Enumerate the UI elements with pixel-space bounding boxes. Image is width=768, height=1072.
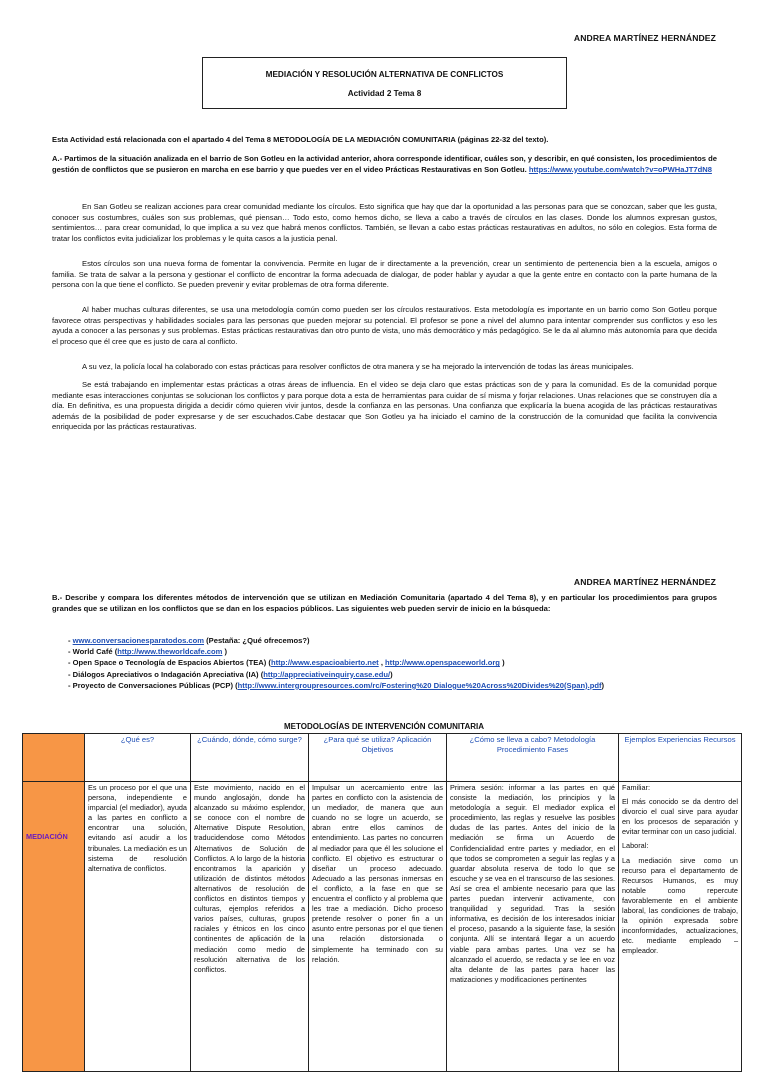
table-header: Ejemplos Experiencias Recursos <box>619 734 742 782</box>
table-header-row <box>23 734 742 782</box>
resource-link[interactable]: http://www.theworldcafe.com <box>117 647 223 657</box>
activity-intro: Esta Actividad está relacionada con el apartado 4 del Tema 8 METODOLOGÍA DE LA MEDIACIÓN COMUNITARIA (páginas 22-32 del texto). <box>52 135 549 144</box>
document-subtitle: Actividad 2 Tema 8 <box>347 89 422 98</box>
table-cell <box>619 782 742 1072</box>
table-cell: Impulsar un acercamiento entre las partes en conflicto con la asistencia de un mediador, de manera que aun cuando no se logre un acuerdo, se abran entre ellos caminos de entendimiento. Las partes no concurren al mediador para que él les solucione el conflicto. El objetivo es estructurar o diseñar un proceso adecuado. Adecuado a las personas inmersas en el conflicto, a la fase en que se encuentra el conflicto y al problema que les trae a mediación. Dicho proceso pretende resolver o poner fin a un asunto entre personas por el que tienen una relación distorsionada o simplemente ha terminado con su relación. <box>309 782 447 1072</box>
table-cell: Primera sesión: informar a las partes en qué consiste la mediación, los principios y la metodología a seguir. El mediador explica el procedimiento, las reglas y resuelve las posibles dudas de las partes. Antes del inicio de la mediación se firma un Acuerdo de Confidencialidad entre partes y mediador, en el que todos se comprometen a seguir las reglas y a guardar absoluta reserva de todo lo que se escuche y se vea en el transcurso de las sesiones. Así se crea el ambiente necesario para que las partes puedan intervenir activamente, con tranquilidad y seguridad. Tras la sesión informativa, es decisión de los interesados iniciar el proceso, pasando a la siguiente fase, la sesión conjunta. Allí se intentará llegar a un acuerdo viable para ambas partes. Una vez se ha alcanzado el acuerdo, se redacta y se lee en voz alta delante de las partes para hacer las matizaciones y modificaciones pertinentes <box>447 782 619 1072</box>
resource-item: - Proyecto de Conversaciones Públicas (PCP) (http://www.intergroupresources.com/rc/Fostering%20 Dialogue%20Across%20Divides%20(Span).pdf) <box>68 680 605 690</box>
author-name: ANDREA MARTÍNEZ HERNÁNDEZ <box>573 33 716 43</box>
question-b: B.- Describe y compara los diferentes métodos de intervención que se utilizan en Mediación Comunitaria (apartado 4 del Tema 8), y en particular los procedimientos para grupos grandes que se utilizan en los conflictos que se dan en los espacios públicos. Las siguientes web pueden servir de inicio en la búsqueda: <box>52 593 717 613</box>
video-link[interactable]: https://www.youtube.com/watch?v=oPWHaJT7dN8 <box>528 164 712 174</box>
methodologies-table <box>22 733 742 1072</box>
author-name: ANDREA MARTÍNEZ HERNÁNDEZ <box>573 577 716 587</box>
table-header: ¿Cómo se lleva a cabo? Metodología Procedimiento Fases <box>447 734 619 782</box>
example-text: El más conocido se da dentro del divorcio el cual sirve para ayudar en los procesos de separación y evitar terminar con un caso judicial. <box>622 797 738 837</box>
table-header: ¿Para qué se utiliza? Aplicación Objetivos <box>309 734 447 782</box>
question-a-text: A.- Partimos de la situación analizada en el barrio de Son Gotleu en la actividad anterior, ahora corresponde identificar, cuáles son, y describir, en qué consisten, los procedimientos de gestión de conflictos que se pusieron en marcha en ese barrio y que puedes ver en el video Prácticas Restaurativas en Son Gotleu. <box>52 154 717 174</box>
resource-link[interactable]: www.conversacionesparatodos.com <box>72 636 205 645</box>
table-header-corner <box>23 734 85 782</box>
document-title: MEDIACIÓN Y RESOLUCIÓN ALTERNATIVA DE CONFLICTOS <box>265 70 504 79</box>
row-label: MEDIACIÓN <box>23 782 85 1072</box>
example-text: La mediación sirve como un recurso para el departamento de Recursos Humanos, es muy notable como repercute favorablemente en el ambiente laboral, las condiciones de trabajo, la opinión expresada sobre inconformidades, actualizaciones, etc. mediante empleado – empleador. <box>622 855 738 956</box>
example-heading: Familiar: <box>622 783 650 792</box>
resource-item: - www.conversacionesparatodos.com (Pestaña: ¿Qué ofrecemos?) <box>68 636 310 645</box>
example-heading: Laboral: <box>622 841 649 851</box>
question-a <box>52 154 717 175</box>
answer-paragraph: Estos círculos son una nueva forma de fomentar la convivencia. Permite en lugar de ir directamente a la prevención, crear un sentimiento de pertenencia bien a la escuela, amigos o familia. Se trata de salvar a la persona y gestionar el conflicto de encontrar la forma adecuada de dialogar, de poder hablar y ayudar a que la gente entre en contacto con la parte humana de la persona con la que tiene el conflicto. Se pueden prevenir y evitar problemas de otra forma diferente. <box>52 259 717 290</box>
table-header: ¿Cuándo, dónde, cómo surge? <box>191 734 309 782</box>
table-cell: Este movimiento, nacido en el mundo anglosajón, donde ha alcanzado su máximo esplendor, se conoce con el nombre de Alternative Dispute Resolution, traducidendose como Métodos Alternativos de Solución de Conflictos. A lo largo de la historia encontramos la aparición y utilización de distintos métodos alternativos de resolución de conflictos en distintos tiempos y culturas, ejemplos referidos a varios países, culturas, grupos raciales y étnicos en los cinco continentes de aplicación de la mediación como medio de resolución alternativa de los conflictos. <box>191 782 309 1072</box>
resource-link[interactable]: http://www.espacioabierto.net <box>270 658 379 668</box>
resource-item: - Diálogos Apreciativos o Indagación Apreciativa (IA) (http://appreciativeinquiry.case.edu/) <box>68 669 393 679</box>
title-box <box>202 57 567 109</box>
table-title: METODOLOGÍAS DE INTERVENCIÓN COMUNITARIA <box>283 722 484 731</box>
answer-paragraph: Se está trabajando en implementar estas prácticas a otras áreas de influencia. En el video se deja claro que estas prácticas son de y para la comunidad. Es de la comunidad porque mediante esas interacciones conjuntas se solucionan los conflictos y para porque dota a esta de herramientas para cuidar de sí misma y forjar relaciones. Unas relaciones que se construyen día a día. En definitiva, es una propuesta dirigida a decidir cómo quieren vivir juntos, desde la confianza en las personas. Una confianza que explicaría la buena acogida de las prácticas restaurativas además de la posibilidad de poder expresarse y de ser escuchados.Cabe destacar que Son Gotleu ya ha iniciado el camino de la construcción de la comunidad que facilita la convivencia enriquecida por las prácticas restaurativas. <box>52 380 717 432</box>
table-header: ¿Qué es? <box>85 734 191 782</box>
resource-link[interactable]: http://appreciativeinquiry.case.edu/ <box>263 669 391 679</box>
table-row <box>23 782 742 1072</box>
answer-paragraph: A su vez, la policía local ha colaborado con estas prácticas para resolver conflictos de otra manera y se ha mejorado la intervención de todas las áreas municipales. <box>82 362 634 371</box>
resource-item: - World Café (http://www.theworldcafe.com ) <box>68 647 228 657</box>
resource-link[interactable]: http://www.openspaceworld.org <box>385 658 500 668</box>
answer-paragraph: En San Gotleu se realizan acciones para crear comunidad mediante los círculos. Esto significa que hay que dar la oportunidad a las personas para que se conozcan, saber que les gusta, conocer sus costumbres, cuáles son sus problemas, qué piensan… Todo esto, como hemos dicho, se lleva a cabo a través de círculos en las clases. Donde los alumnos expresan gustos, sentimientos… para crear comunidad, lo que implica a su vez que habrá menos conflictos. También, se llevan a cabo estas prácticas restaurativas en adultos, no sólo en colegios. Esta forma de tratar los conflictos evita judicializar los problemas y le quita casos a la justicia penal. <box>52 202 717 243</box>
answer-paragraph: Al haber muchas culturas diferentes, se usa una metodología común como pueden ser los círculos restaurativos. Esta metodología es importante en un barrio como Son Gotleu porque favorece otras perspectivas y habilidades sociales para las personas que pueden mejorar su potencial. El profesor se pone a nivel del alumno para intentar comprender sus conflictos y eso les ayuda a conocer a las personas y sus problemas. Estas prácticas restaurativas dan otro punto de vista, uno más democrático y más pedagógico. Se le da al alumno más autonomía para que decida el proceso que él cree que es justo de cara al conflicto. <box>52 305 717 346</box>
resource-list <box>68 635 708 691</box>
table-cell: Es un proceso por el que una persona, independiente e imparcial (el mediador), ayuda a las partes en conflicto a encontrar una solución, evitando así acudir a los tribunales. La mediación es un sistema de resolución alternativa de conflictos. <box>85 782 191 1072</box>
resource-item: - Open Space o Tecnología de Espacios Abiertos (TEA) (http://www.espacioabierto.net , http://www.openspaceworld.org ) <box>68 658 505 668</box>
resource-link[interactable]: http://www.intergroupresources.com/rc/Fostering%20 Dialogue%20Across%20Divides%20(Span).pdf <box>237 680 602 690</box>
